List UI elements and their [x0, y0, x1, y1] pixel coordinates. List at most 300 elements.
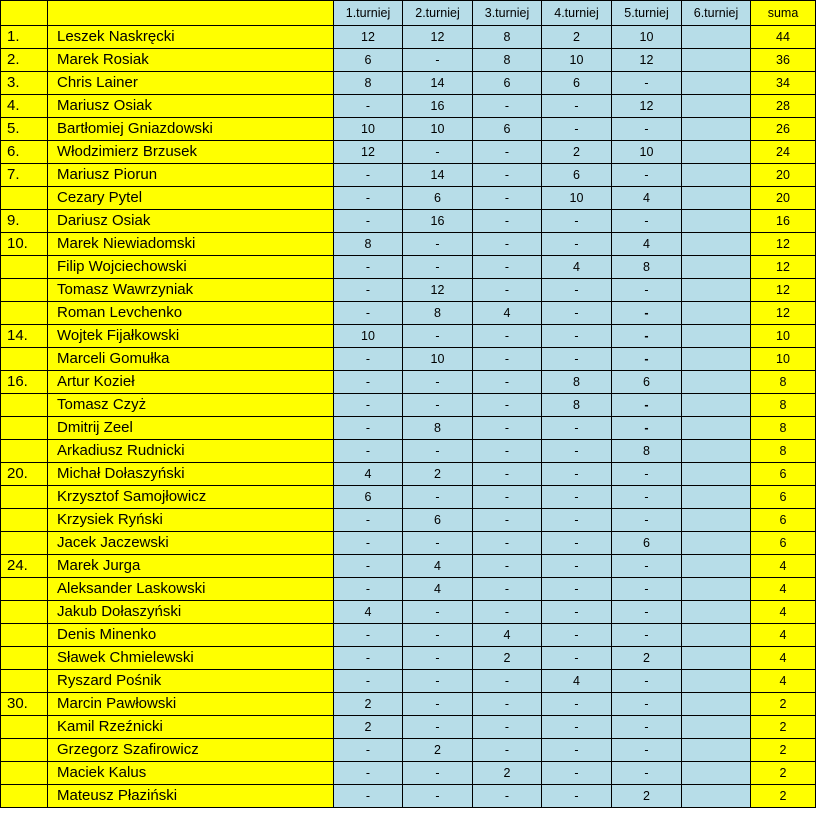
tournament-1-score-cell: 6 [334, 49, 403, 72]
sum-cell: 24 [751, 141, 816, 164]
player-name-cell: Jakub Dołaszyński [48, 601, 334, 624]
tournament-5-score-cell: 8 [612, 440, 682, 463]
tournament-4-score-cell: - [542, 532, 612, 555]
tournament-6-score-cell [682, 670, 751, 693]
header-sum: suma [751, 1, 816, 26]
sum-cell: 4 [751, 601, 816, 624]
table-row [1, 440, 816, 463]
tournament-3-score-cell: - [473, 509, 542, 532]
tournament-6-score-cell [682, 164, 751, 187]
tournament-5-score-cell: - [612, 348, 682, 371]
sum-cell: 2 [751, 785, 816, 808]
tournament-3-score-cell: - [473, 164, 542, 187]
tournament-5-score-cell: - [612, 302, 682, 325]
rank-cell: 24. [1, 555, 48, 578]
tournament-2-score-cell: - [403, 325, 473, 348]
tournament-2-score-cell: 10 [403, 348, 473, 371]
tournament-3-score-cell: - [473, 371, 542, 394]
tournament-5-score-cell: - [612, 279, 682, 302]
tournament-6-score-cell [682, 348, 751, 371]
table-row [1, 210, 816, 233]
tournament-4-score-cell: - [542, 302, 612, 325]
tournament-4-score-cell: - [542, 118, 612, 141]
tournament-2-score-cell: 16 [403, 210, 473, 233]
tournament-2-score-cell: 8 [403, 302, 473, 325]
tournament-3-score-cell: - [473, 141, 542, 164]
tournament-5-score-cell: 6 [612, 532, 682, 555]
player-name-cell: Mariusz Osiak [48, 95, 334, 118]
rank-cell [1, 417, 48, 440]
tournament-1-score-cell: - [334, 785, 403, 808]
table-row [1, 417, 816, 440]
rank-cell: 16. [1, 371, 48, 394]
tournament-4-score-cell: - [542, 210, 612, 233]
sum-cell: 4 [751, 647, 816, 670]
tournament-5-score-cell: - [612, 394, 682, 417]
tournament-1-score-cell: - [334, 555, 403, 578]
player-name-cell: Michał Dołaszyński [48, 463, 334, 486]
tournament-2-score-cell: - [403, 647, 473, 670]
sum-cell: 28 [751, 95, 816, 118]
sum-cell: 34 [751, 72, 816, 95]
rank-cell [1, 486, 48, 509]
tournament-3-score-cell: 8 [473, 26, 542, 49]
rank-cell [1, 670, 48, 693]
tournament-6-score-cell [682, 233, 751, 256]
sum-cell: 12 [751, 256, 816, 279]
rank-cell [1, 187, 48, 210]
rank-cell: 14. [1, 325, 48, 348]
tournament-3-score-cell: - [473, 486, 542, 509]
table-row [1, 302, 816, 325]
tournament-4-score-cell: 2 [542, 141, 612, 164]
table-row [1, 279, 816, 302]
tournament-3-score-cell: - [473, 532, 542, 555]
table-row [1, 555, 816, 578]
player-name-cell: Leszek Naskręcki [48, 26, 334, 49]
table-row [1, 348, 816, 371]
table-row [1, 95, 816, 118]
tournament-2-score-cell: 16 [403, 95, 473, 118]
table-row [1, 716, 816, 739]
tournament-1-score-cell: 10 [334, 325, 403, 348]
table-row [1, 647, 816, 670]
tournament-4-score-cell: - [542, 417, 612, 440]
tournament-6-score-cell [682, 417, 751, 440]
tournament-6-score-cell [682, 463, 751, 486]
tournament-1-score-cell: - [334, 210, 403, 233]
rank-cell: 3. [1, 72, 48, 95]
table-row [1, 693, 816, 716]
tournament-5-score-cell: - [612, 164, 682, 187]
tournament-3-score-cell: - [473, 555, 542, 578]
header-tournament-6: 6.turniej [682, 1, 751, 26]
ranking-body [1, 26, 816, 808]
tournament-3-score-cell: - [473, 279, 542, 302]
sum-cell: 44 [751, 26, 816, 49]
tournament-3-score-cell: - [473, 440, 542, 463]
player-name-cell: Wojtek Fijałkowski [48, 325, 334, 348]
tournament-4-score-cell: 10 [542, 187, 612, 210]
rank-cell: 4. [1, 95, 48, 118]
tournament-4-score-cell: - [542, 785, 612, 808]
tournament-5-score-cell: 10 [612, 26, 682, 49]
rank-cell: 6. [1, 141, 48, 164]
tournament-1-score-cell: 10 [334, 118, 403, 141]
player-name-cell: Maciek Kalus [48, 762, 334, 785]
tournament-4-score-cell: - [542, 509, 612, 532]
tournament-1-score-cell: - [334, 371, 403, 394]
tournament-3-score-cell: - [473, 325, 542, 348]
tournament-2-score-cell: - [403, 256, 473, 279]
rank-cell: 7. [1, 164, 48, 187]
rank-cell [1, 647, 48, 670]
player-name-cell: Tomasz Czyż [48, 394, 334, 417]
tournament-6-score-cell [682, 394, 751, 417]
tournament-4-score-cell: - [542, 693, 612, 716]
rank-cell [1, 601, 48, 624]
header-tournament-5: 5.turniej [612, 1, 682, 26]
player-name-cell: Filip Wojciechowski [48, 256, 334, 279]
tournament-1-score-cell: - [334, 302, 403, 325]
tournament-6-score-cell [682, 325, 751, 348]
tournament-1-score-cell: 8 [334, 72, 403, 95]
sum-cell: 26 [751, 118, 816, 141]
rank-cell: 9. [1, 210, 48, 233]
tournament-4-score-cell: - [542, 624, 612, 647]
tournament-3-score-cell: - [473, 670, 542, 693]
tournament-2-score-cell: - [403, 49, 473, 72]
table-row [1, 72, 816, 95]
player-name-cell: Bartłomiej Gniazdowski [48, 118, 334, 141]
tournament-6-score-cell [682, 95, 751, 118]
tournament-5-score-cell: 2 [612, 785, 682, 808]
tournament-2-score-cell: - [403, 670, 473, 693]
tournament-5-score-cell: - [612, 601, 682, 624]
player-name-cell: Krzysiek Ryński [48, 509, 334, 532]
tournament-1-score-cell: 4 [334, 463, 403, 486]
rank-cell: 1. [1, 26, 48, 49]
tournament-3-score-cell: 6 [473, 72, 542, 95]
sum-cell: 16 [751, 210, 816, 233]
tournament-1-score-cell: - [334, 417, 403, 440]
sum-cell: 6 [751, 463, 816, 486]
tournament-5-score-cell: 8 [612, 256, 682, 279]
tournament-4-score-cell: - [542, 348, 612, 371]
tournament-1-score-cell: - [334, 532, 403, 555]
tournament-6-score-cell [682, 716, 751, 739]
player-name-cell: Artur Kozieł [48, 371, 334, 394]
tournament-5-score-cell: 12 [612, 49, 682, 72]
tournament-5-score-cell: - [612, 509, 682, 532]
header-tournament-1: 1.turniej [334, 1, 403, 26]
tournament-6-score-cell [682, 555, 751, 578]
player-name-cell: Arkadiusz Rudnicki [48, 440, 334, 463]
player-name-cell: Roman Levchenko [48, 302, 334, 325]
table-row [1, 371, 816, 394]
tournament-3-score-cell: - [473, 739, 542, 762]
tournament-4-score-cell: - [542, 233, 612, 256]
tournament-4-score-cell: - [542, 716, 612, 739]
table-row [1, 325, 816, 348]
tournament-3-score-cell: 2 [473, 647, 542, 670]
tournament-6-score-cell [682, 279, 751, 302]
tournament-3-score-cell: 8 [473, 49, 542, 72]
tournament-4-score-cell: 8 [542, 371, 612, 394]
player-name-cell: Włodzimierz Brzusek [48, 141, 334, 164]
tournament-2-score-cell: - [403, 601, 473, 624]
tournament-1-score-cell: - [334, 256, 403, 279]
tournament-5-score-cell: 12 [612, 95, 682, 118]
table-row [1, 187, 816, 210]
sum-cell: 6 [751, 509, 816, 532]
sum-cell: 2 [751, 739, 816, 762]
tournament-2-score-cell: - [403, 371, 473, 394]
tournament-4-score-cell: - [542, 325, 612, 348]
tournament-6-score-cell [682, 532, 751, 555]
tournament-6-score-cell [682, 26, 751, 49]
table-row [1, 164, 816, 187]
tournament-2-score-cell: 8 [403, 417, 473, 440]
sum-cell: 20 [751, 164, 816, 187]
rank-cell: 2. [1, 49, 48, 72]
tournament-6-score-cell [682, 647, 751, 670]
tournament-5-score-cell: - [612, 72, 682, 95]
rank-cell [1, 624, 48, 647]
player-name-cell: Marek Niewiadomski [48, 233, 334, 256]
tournament-2-score-cell: - [403, 624, 473, 647]
tournament-2-score-cell: 12 [403, 26, 473, 49]
tournament-1-score-cell: 12 [334, 26, 403, 49]
player-name-cell: Marek Rosiak [48, 49, 334, 72]
rank-cell [1, 348, 48, 371]
table-row [1, 739, 816, 762]
sum-cell: 4 [751, 670, 816, 693]
tournament-6-score-cell [682, 141, 751, 164]
tournament-4-score-cell: 4 [542, 670, 612, 693]
tournament-2-score-cell: - [403, 394, 473, 417]
tournament-6-score-cell [682, 210, 751, 233]
sum-cell: 4 [751, 555, 816, 578]
tournament-1-score-cell: - [334, 670, 403, 693]
player-name-cell: Ryszard Pośnik [48, 670, 334, 693]
tournament-2-score-cell: 4 [403, 578, 473, 601]
tournament-4-score-cell: - [542, 279, 612, 302]
tournament-2-score-cell: - [403, 440, 473, 463]
rank-cell [1, 394, 48, 417]
tournament-3-score-cell: - [473, 394, 542, 417]
tournament-2-score-cell: - [403, 693, 473, 716]
sum-cell: 8 [751, 371, 816, 394]
tournament-6-score-cell [682, 601, 751, 624]
tournament-4-score-cell: 8 [542, 394, 612, 417]
sum-cell: 4 [751, 578, 816, 601]
tournament-6-score-cell [682, 187, 751, 210]
sum-cell: 4 [751, 624, 816, 647]
tournament-5-score-cell: 4 [612, 233, 682, 256]
player-name-cell: Sławek Chmielewski [48, 647, 334, 670]
tournament-4-score-cell: 6 [542, 72, 612, 95]
rank-cell [1, 302, 48, 325]
rank-cell [1, 279, 48, 302]
tournament-3-score-cell: 6 [473, 118, 542, 141]
tournament-1-score-cell: - [334, 578, 403, 601]
tournament-2-score-cell: 14 [403, 164, 473, 187]
table-row [1, 118, 816, 141]
tournament-3-score-cell: - [473, 210, 542, 233]
tournament-6-score-cell [682, 118, 751, 141]
tournament-2-score-cell: - [403, 141, 473, 164]
tournament-1-score-cell: 2 [334, 693, 403, 716]
tournament-1-score-cell: 4 [334, 601, 403, 624]
table-row [1, 532, 816, 555]
header-name [48, 1, 334, 26]
tournament-4-score-cell: - [542, 95, 612, 118]
tournament-3-score-cell: - [473, 187, 542, 210]
table-row [1, 601, 816, 624]
table-row [1, 26, 816, 49]
tournament-6-score-cell [682, 72, 751, 95]
table-row [1, 785, 816, 808]
tournament-3-score-cell: 4 [473, 624, 542, 647]
table-row [1, 141, 816, 164]
table-row [1, 256, 816, 279]
rank-cell [1, 578, 48, 601]
sum-cell: 12 [751, 302, 816, 325]
header-row [1, 1, 816, 26]
tournament-1-score-cell: - [334, 95, 403, 118]
sum-cell: 20 [751, 187, 816, 210]
player-name-cell: Marcin Pawłowski [48, 693, 334, 716]
tournament-6-score-cell [682, 49, 751, 72]
tournament-4-score-cell: - [542, 486, 612, 509]
tournament-4-score-cell: - [542, 463, 612, 486]
tournament-5-score-cell: - [612, 325, 682, 348]
tournament-6-score-cell [682, 371, 751, 394]
tournament-2-score-cell: 6 [403, 509, 473, 532]
tournament-2-score-cell: - [403, 233, 473, 256]
tournament-1-score-cell: - [334, 394, 403, 417]
tournament-1-score-cell: 12 [334, 141, 403, 164]
tournament-4-score-cell: - [542, 555, 612, 578]
tournament-6-score-cell [682, 578, 751, 601]
sum-cell: 6 [751, 532, 816, 555]
tournament-5-score-cell: 2 [612, 647, 682, 670]
tournament-2-score-cell: - [403, 486, 473, 509]
player-name-cell: Mariusz Piorun [48, 164, 334, 187]
tournament-6-score-cell [682, 739, 751, 762]
tournament-6-score-cell [682, 509, 751, 532]
sum-cell: 2 [751, 716, 816, 739]
tournament-1-score-cell: 2 [334, 716, 403, 739]
tournament-5-score-cell: 4 [612, 187, 682, 210]
tournament-3-score-cell: 4 [473, 302, 542, 325]
rank-cell: 10. [1, 233, 48, 256]
tournament-5-score-cell: - [612, 118, 682, 141]
tournament-4-score-cell: - [542, 601, 612, 624]
header-tournament-4: 4.turniej [542, 1, 612, 26]
tournament-3-score-cell: - [473, 578, 542, 601]
player-name-cell: Denis Minenko [48, 624, 334, 647]
table-row [1, 233, 816, 256]
sum-cell: 10 [751, 325, 816, 348]
tournament-2-score-cell: 4 [403, 555, 473, 578]
tournament-5-score-cell: - [612, 762, 682, 785]
sum-cell: 8 [751, 440, 816, 463]
header-tournament-2: 2.turniej [403, 1, 473, 26]
tournament-5-score-cell: - [612, 578, 682, 601]
tournament-5-score-cell: - [612, 210, 682, 233]
rank-cell: 30. [1, 693, 48, 716]
sum-cell: 8 [751, 417, 816, 440]
tournament-1-score-cell: - [334, 187, 403, 210]
sum-cell: 10 [751, 348, 816, 371]
player-name-cell: Jacek Jaczewski [48, 532, 334, 555]
sum-cell: 2 [751, 762, 816, 785]
player-name-cell: Tomasz Wawrzyniak [48, 279, 334, 302]
table-row [1, 394, 816, 417]
sum-cell: 12 [751, 233, 816, 256]
tournament-5-score-cell: - [612, 670, 682, 693]
tournament-2-score-cell: 14 [403, 72, 473, 95]
tournament-1-score-cell: - [334, 647, 403, 670]
rank-cell [1, 509, 48, 532]
tournament-2-score-cell: 2 [403, 463, 473, 486]
tournament-1-score-cell: - [334, 624, 403, 647]
tournament-3-score-cell: - [473, 693, 542, 716]
table-row [1, 578, 816, 601]
tournament-4-score-cell: - [542, 578, 612, 601]
rank-cell [1, 256, 48, 279]
tournament-4-score-cell: 2 [542, 26, 612, 49]
tournament-1-score-cell: 6 [334, 486, 403, 509]
tournament-4-score-cell: - [542, 440, 612, 463]
tournament-6-score-cell [682, 256, 751, 279]
rank-cell: 20. [1, 463, 48, 486]
tournament-5-score-cell: - [612, 739, 682, 762]
rank-cell [1, 440, 48, 463]
tournament-6-score-cell [682, 440, 751, 463]
table-row [1, 624, 816, 647]
tournament-6-score-cell [682, 693, 751, 716]
tournament-3-score-cell: - [473, 348, 542, 371]
tournament-2-score-cell: - [403, 716, 473, 739]
tournament-6-score-cell [682, 302, 751, 325]
table-row [1, 486, 816, 509]
rank-cell: 5. [1, 118, 48, 141]
tournament-1-score-cell: - [334, 164, 403, 187]
player-name-cell: Grzegorz Szafirowicz [48, 739, 334, 762]
sum-cell: 36 [751, 49, 816, 72]
tournament-3-score-cell: 2 [473, 762, 542, 785]
tournament-6-score-cell [682, 762, 751, 785]
header-tournament-3: 3.turniej [473, 1, 542, 26]
tournament-4-score-cell: 6 [542, 164, 612, 187]
tournament-6-score-cell [682, 785, 751, 808]
tournament-1-score-cell: 8 [334, 233, 403, 256]
sum-cell: 12 [751, 279, 816, 302]
tournament-4-score-cell: - [542, 739, 612, 762]
tournament-3-score-cell: - [473, 95, 542, 118]
table-row [1, 463, 816, 486]
tournament-1-score-cell: - [334, 509, 403, 532]
tournament-2-score-cell: 12 [403, 279, 473, 302]
tournament-1-score-cell: - [334, 440, 403, 463]
tournament-5-score-cell: - [612, 486, 682, 509]
tournament-4-score-cell: 10 [542, 49, 612, 72]
tournament-5-score-cell: - [612, 716, 682, 739]
tournament-2-score-cell: - [403, 762, 473, 785]
